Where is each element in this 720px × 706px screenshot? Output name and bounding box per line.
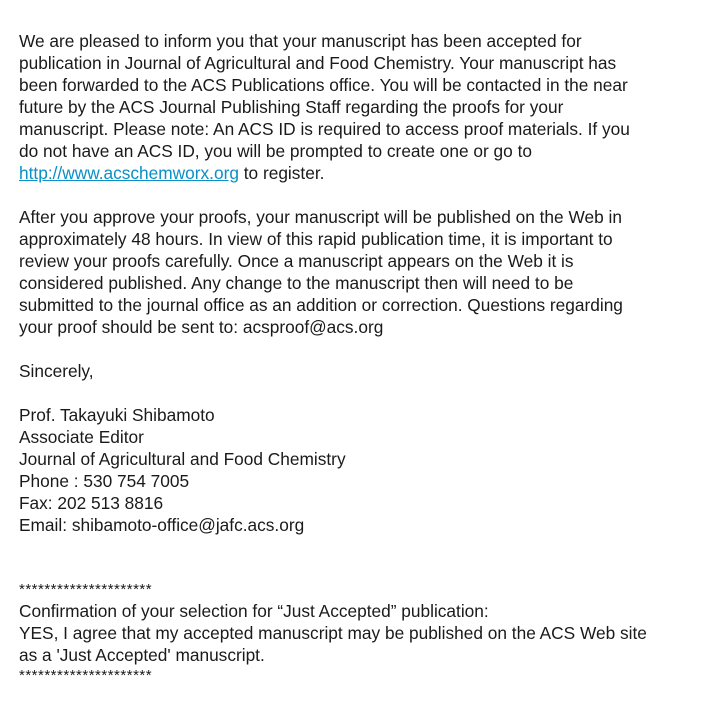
divider-bottom: ********************* [19,667,153,684]
text-line: review your proofs carefully. Once a manuscript appears on the Web it is [19,251,574,271]
text-line: submitted to the journal office as an addition or correction. Questions regarding [19,295,623,315]
text-line: After you approve your proofs, your manuscript will be published on the Web in [19,207,622,227]
text-line: manuscript. Please note: An ACS ID is required to access proof materials. If you [19,119,630,139]
closing-text: Sincerely, [19,361,94,381]
closing [19,360,709,382]
confirmation-line: YES, I agree that my accepted manuscript may be published on the ACS Web site [19,623,647,643]
signature-fax: Fax: 202 513 8816 [19,493,164,513]
text-line: been forwarded to the ACS Publications office. You will be contacted in the near [19,75,628,95]
text-line: considered published. Any change to the manuscript then will need to be [19,273,574,293]
text-line: your proof should be sent to: acsproof@acs.org [19,317,384,337]
text-line: publication in Journal of Agricultural and Food Chemistry. Your manuscript has [19,53,617,73]
signature-email: Email: shibamoto-office@jafc.acs.org [19,515,305,535]
acschemworx-link[interactable]: http://www.acschemworx.org [19,163,239,183]
text-line: We are pleased to inform you that your manuscript has been accepted for [19,31,582,51]
email-body [19,30,709,686]
confirmation-block [19,580,709,686]
paragraph-acceptance [19,30,709,184]
signature-name: Prof. Takayuki Shibamoto [19,405,215,425]
signature-title: Associate Editor [19,427,144,447]
text-line: approximately 48 hours. In view of this rapid publication time, it is important to [19,229,613,249]
divider-top: ********************* [19,581,153,598]
confirmation-heading: Confirmation of your selection for “Just Accepted” publication: [19,601,489,621]
register-suffix: to register. [238,163,325,183]
signature-journal: Journal of Agricultural and Food Chemistry [19,449,346,469]
paragraph-proofs [19,206,709,338]
text-line: future by the ACS Journal Publishing Staff regarding the proofs for your [19,97,564,117]
signature-block [19,404,709,536]
confirmation-line: as a 'Just Accepted' manuscript. [19,645,265,665]
text-line: do not have an ACS ID, you will be prompted to create one or go to [19,141,532,161]
signature-phone: Phone : 530 754 7005 [19,471,190,491]
register-line [19,162,709,184]
